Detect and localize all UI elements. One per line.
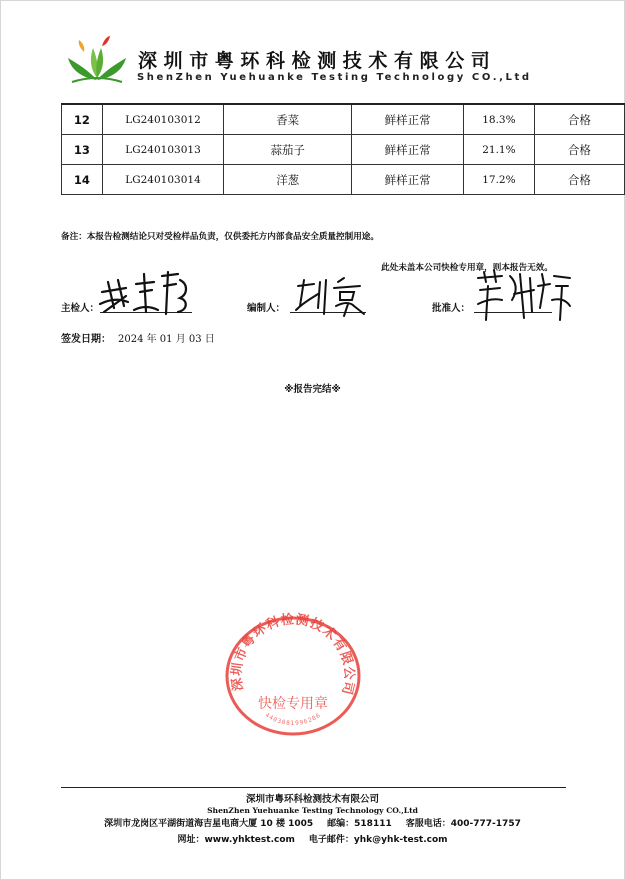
test-value: 21.1% bbox=[464, 135, 535, 165]
footer-website-label: 网址： bbox=[177, 835, 205, 845]
company-name-en: ShenZhen Yuehuanke Testing Technology CO.,Ltd bbox=[137, 72, 532, 83]
remarks-note: 备注：本报告检测结论只对受检样品负责，仅供委托方内部食品安全质量控制用途。 bbox=[61, 232, 379, 242]
results-table bbox=[61, 103, 625, 195]
footer-hotline: 400-777-1757 bbox=[450, 819, 521, 829]
issue-date-label: 签发日期： bbox=[61, 334, 111, 345]
table-row bbox=[62, 135, 625, 165]
seal-purpose-text: 快检专用章 bbox=[258, 696, 328, 712]
test-value: 18.3% bbox=[464, 104, 535, 135]
footer-postcode-label: 邮编： bbox=[327, 819, 355, 829]
editor-label: 编制人： bbox=[247, 303, 286, 314]
sample-state: 鲜样正常 bbox=[352, 135, 464, 165]
test-result: 合格 bbox=[534, 135, 624, 165]
footer-website-link[interactable]: www.yhktest.com bbox=[204, 835, 295, 845]
table-row bbox=[62, 104, 625, 135]
row-number: 13 bbox=[62, 135, 103, 165]
row-number: 12 bbox=[62, 104, 103, 135]
stamp-validity-note: 此处未盖本公司快检专用章，则本报告无效。 bbox=[381, 263, 553, 273]
sample-name: 蒜茄子 bbox=[224, 135, 352, 165]
sample-state: 鲜样正常 bbox=[352, 104, 464, 135]
company-seal bbox=[218, 608, 368, 738]
footer-postcode: 518111 bbox=[354, 819, 392, 829]
sample-state: 鲜样正常 bbox=[352, 165, 464, 195]
company-name-cn: 深圳市粤环科检测技术有限公司 bbox=[138, 50, 497, 72]
footer-address-line bbox=[0, 816, 625, 829]
approver-label: 批准人： bbox=[432, 303, 471, 314]
issue-date: 2024 年 01 月 03 日 bbox=[118, 334, 215, 345]
table-row bbox=[62, 165, 625, 195]
sample-code: LG240103013 bbox=[102, 135, 224, 165]
report-end-mark: ※报告完结※ bbox=[284, 384, 341, 395]
footer-email-label: 电子邮件： bbox=[308, 835, 354, 845]
seal-company-text: 深圳市粤环科检测技术有限公司 bbox=[229, 612, 357, 697]
test-result: 合格 bbox=[534, 165, 624, 195]
footer-company-en: ShenZhen Yuehuanke Testing Technology CO.,Ltd bbox=[207, 806, 418, 815]
company-logo bbox=[66, 34, 128, 86]
sample-name: 洋葱 bbox=[224, 165, 352, 195]
sample-code: LG240103014 bbox=[102, 165, 224, 195]
seal-number: 4403081996206 bbox=[263, 711, 323, 728]
row-number: 14 bbox=[62, 165, 103, 195]
footer-company-cn: 深圳市粤环科检测技术有限公司 bbox=[245, 794, 379, 805]
sample-name: 香菜 bbox=[224, 104, 352, 135]
inspector-signature bbox=[96, 262, 194, 320]
footer-hotline-label: 客服电话： bbox=[405, 819, 451, 829]
test-value: 17.2% bbox=[464, 165, 535, 195]
test-result: 合格 bbox=[534, 104, 624, 135]
approver-signature bbox=[474, 268, 574, 326]
sample-code: LG240103012 bbox=[102, 104, 224, 135]
footer-email-link[interactable]: yhk@yhk-test.com bbox=[353, 835, 448, 845]
footer-divider bbox=[61, 787, 566, 788]
inspector-label: 主检人： bbox=[61, 303, 100, 314]
editor-signature bbox=[292, 276, 370, 318]
footer-address: 深圳市龙岗区平湖街道海吉星电商大厦 10 楼 1005 bbox=[104, 819, 314, 829]
footer-contact-line bbox=[0, 832, 625, 845]
